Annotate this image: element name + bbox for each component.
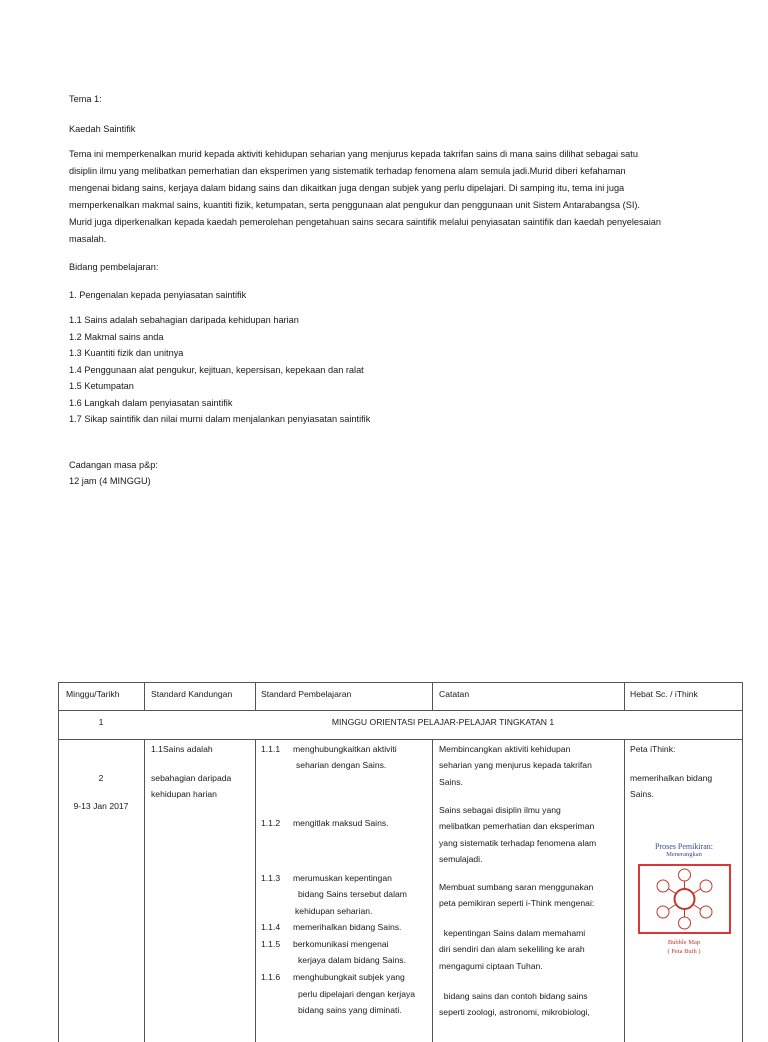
sp-text: seharian dengan Sains. (296, 760, 387, 770)
sp-text: berkomunikasi mengenai (293, 939, 389, 949)
table-border (255, 739, 256, 1042)
table-border (255, 682, 256, 710)
table-border (144, 682, 145, 710)
kaedah-heading: Kaedah Saintifik (69, 124, 136, 134)
proses-pemikiran (633, 842, 735, 858)
ithink-label: Peta iThink: (630, 744, 676, 754)
bidang-title: 1. Pengenalan kepada penyiasatan saintifik (69, 290, 247, 300)
table-border (58, 710, 743, 711)
header-pembelajaran: Standard Pembelajaran (261, 689, 352, 699)
table-border (58, 682, 59, 1042)
list-item: 1.5 Ketumpatan (69, 381, 134, 391)
table-border (58, 682, 743, 683)
bubble-map-caption: Bubble Map ( Peta Buih ) (667, 939, 701, 955)
cadangan-label: Cadangan masa p&p: (69, 460, 158, 470)
row2-minggu: 2 (98, 773, 104, 783)
table-border (58, 739, 743, 740)
kandungan-line: 1.1Sains adalah (151, 744, 213, 754)
intro-line: disiplin ilmu yang melibatkan pemerhatian dan eksperimen yang sistematik terhadap fenomena alam semula jadi.Murid diberi kefahaman (69, 166, 626, 176)
row2-tarikh: 9-13 Jan 2017 (73, 801, 129, 811)
sp-number: 1.1.2 (261, 818, 281, 828)
kandungan-line: kehidupan harian (151, 789, 217, 799)
sp-text: mengitlak maksud Sains. (293, 818, 389, 828)
list-item: 1.1 Sains adalah sebahagian daripada kehidupan harian (69, 315, 299, 325)
table-border (144, 739, 145, 1042)
table-border (432, 682, 433, 710)
table-border (624, 739, 625, 1042)
catatan-paragraph: bidang sains dan contoh bidang sains seperti zoologi, astronomi, mikrobiologi, (439, 991, 590, 1018)
catatan-paragraph: Membincangkan aktiviti kehidupan seharian yang menjurus kepada takrifan Sains. (439, 744, 592, 787)
sp-number: 1.1.1 (261, 744, 281, 754)
sp-text: kerjaya dalam bidang Sains. (298, 955, 406, 965)
intro-line: mengenai bidang sains, kerjaya dalam bidang sains dan dikaitkan juga dengan subjek yang perlu dipelajari. Di samping itu, tema ini juga (69, 183, 625, 193)
table-border (624, 682, 625, 710)
list-item: 1.3 Kuantiti fizik dan unitnya (69, 348, 184, 358)
proses-title: Proses Pemikiran: (655, 842, 713, 851)
list-item: 1.2 Makmal sains anda (69, 331, 164, 342)
sp-text: memerihalkan bidang Sains. (293, 922, 402, 932)
sp-text: bidang Sains tersebut dalam (298, 889, 407, 899)
sp-text: menghubungkaitkan aktiviti (293, 744, 397, 754)
bubble-map-icon (640, 866, 729, 932)
row1-minggu: 1 (98, 717, 104, 727)
list-item: 1.6 Langkah dalam penyiasatan saintifik (69, 397, 233, 408)
intro-line: memperkenalkan makmal sains, kuantiti fizik, ketumpatan, serta penggunaan alat pengukur dan penggunaan unit Sistem Antarabangsa (SI). (69, 200, 640, 210)
cadangan-value: 12 jam (4 MINGGU) (69, 476, 151, 486)
table-border (432, 739, 433, 1042)
bidang-label: Bidang pembelajaran: (69, 262, 159, 272)
sp-number: 1.1.6 (261, 972, 281, 982)
kandungan-line: sebahagian daripada (151, 773, 232, 783)
bubble-map-diagram (638, 864, 731, 934)
header-minggu: Minggu/Tarikh (66, 689, 120, 699)
table-border (742, 682, 743, 1042)
intro-line: masalah. (69, 234, 107, 244)
header-catatan: Catatan (439, 689, 470, 699)
catatan-paragraph: kepentingan Sains dalam memahami diri sendiri dan alam sekeliling ke arah mengagumi ciptaan Tuhan. (439, 928, 586, 971)
orientasi-text: MINGGU ORIENTASI PELAJAR-PELAJAR TINGKATAN 1 (331, 717, 555, 727)
intro-line: Murid juga diperkenalkan kepada kaedah pemerolehan pengetahuan sains secara saintifik melalui penyiasatan saintifik dan kaedah penyelesaian (69, 217, 661, 227)
tema-heading: Tema 1: (69, 94, 102, 104)
intro-line: Tema ini memperkenalkan murid kepada aktiviti kehidupan seharian yang menjurus kepada takrifan sains di mana sains dilihat sebagai satu (69, 149, 638, 159)
sp-number: 1.1.3 (261, 873, 281, 883)
lesson-plan-table (58, 682, 743, 1042)
sp-text: kehidupan seharian. (295, 906, 373, 916)
header-ithink: Hebat Sc. / iThink (630, 689, 698, 699)
bidang-list (69, 312, 370, 428)
catatan-paragraph: Sains sebagai disiplin ilmu yang melibatkan pemerhatian dan eksperiman yang sistematik terhadap fenomena alam semulajadi. (439, 805, 597, 864)
ithink-desc: Sains. (630, 789, 654, 799)
sp-text: perlu dipelajari dengan kerjaya (298, 989, 416, 999)
list-item: 1.7 Sikap saintifik dan nilai murni dalam menjalankan penyiasatan saintifik (69, 414, 371, 424)
sp-number: 1.1.5 (261, 939, 281, 949)
sp-text: bidang sains yang diminati. (298, 1005, 402, 1015)
sp-text: merumuskan kepentingan (293, 873, 392, 883)
header-kandungan: Standard Kandungan (151, 689, 233, 699)
sp-number: 1.1.4 (261, 922, 281, 932)
proses-subtitle: Menerangkan (666, 851, 702, 858)
ithink-desc: memerihalkan bidang (630, 773, 713, 783)
list-item: 1.4 Penggunaan alat pengukur, kejituan, kepersisan, kepekaan dan ralat (69, 364, 364, 375)
catatan-paragraph: Membuat sumbang saran menggunakan peta pemikiran seperti i-Think mengenai: (439, 882, 595, 909)
sp-text: menghubungkait subjek yang (293, 972, 405, 982)
intro-paragraph (69, 146, 709, 248)
